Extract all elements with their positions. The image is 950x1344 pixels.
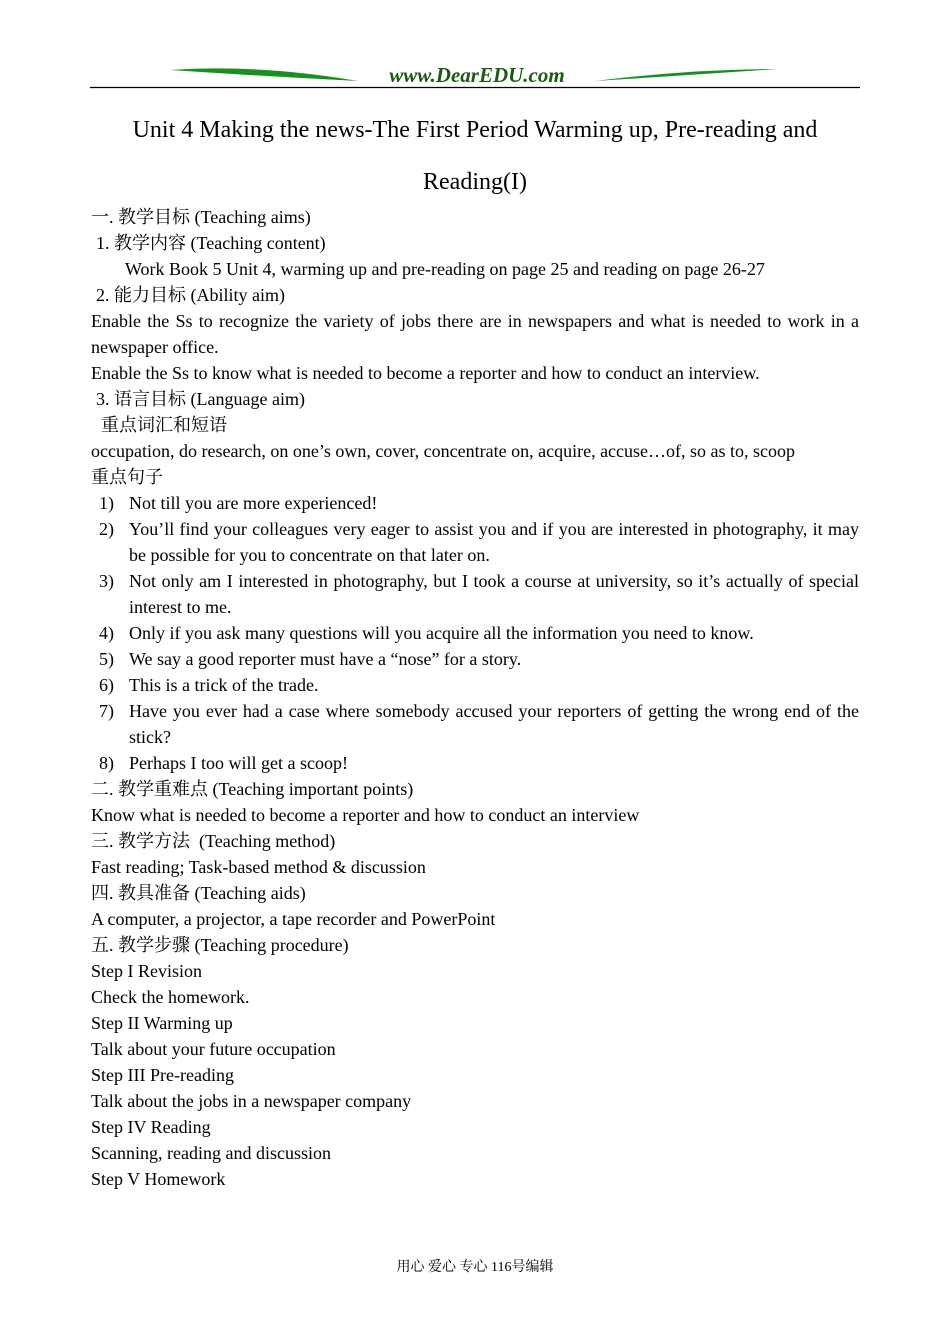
list-item <box>91 516 859 568</box>
list-item-number: 2) <box>99 519 114 539</box>
key-sentences-heading: 重点句子 <box>91 467 163 487</box>
section-1-heading: 一. 教学目标 (Teaching aims) <box>91 207 311 227</box>
left-swoosh <box>170 68 358 81</box>
ability-aim-heading: 2. 能力目标 (Ability aim) <box>96 285 285 305</box>
list-item-number: 6) <box>99 675 114 695</box>
list-item <box>91 620 859 646</box>
list-item <box>91 750 859 776</box>
list-item <box>91 490 859 516</box>
page-header <box>90 60 860 92</box>
list-item-text: Not only am I interested in photography, but I took a course at university, so it’s actually of special interest to me. <box>129 571 859 617</box>
list-item-text: We say a good reporter must have a “nose” for a story. <box>129 649 522 669</box>
ability-aim-paragraph-2: Enable the Ss to know what is needed to become a reporter and how to conduct an interview. <box>91 363 760 383</box>
site-logo-text: www.DearEDU.com <box>389 63 565 87</box>
section-4-text: A computer, a projector, a tape recorder and PowerPoint <box>91 909 496 929</box>
section-3-text: Fast reading; Task-based method & discussion <box>91 857 426 877</box>
section-5-heading: 五. 教学步骤 (Teaching procedure) <box>91 935 349 955</box>
list-item-number: 5) <box>99 649 114 669</box>
list-item-text: Perhaps I too will get a scoop! <box>129 753 348 773</box>
header-logo <box>90 60 860 92</box>
list-item <box>91 698 859 750</box>
list-item-text: Have you ever had a case where somebody accused your reporters of getting the wrong end of the stick? <box>129 701 859 747</box>
teaching-content-text: Work Book 5 Unit 4, warming up and pre-reading on page 25 and reading on page 26-27 <box>125 259 765 279</box>
section-2-heading: 二. 教学重难点 (Teaching important points) <box>91 779 414 799</box>
list-item-number: 1) <box>99 493 114 513</box>
step-5-title: Step V Homework <box>91 1169 226 1189</box>
page-footer: 用心 爱心 专心 116号编辑 <box>396 1260 554 1275</box>
list-item <box>91 568 859 620</box>
step-2-text: Talk about your future occupation <box>91 1039 336 1059</box>
section-3-heading: 三. 教学方法 (Teaching method) <box>91 831 336 851</box>
list-item <box>91 672 859 698</box>
document-body <box>91 204 859 1192</box>
step-3-text: Talk about the jobs in a newspaper company <box>91 1091 412 1111</box>
list-item-text: Only if you ask many questions will you acquire all the information you need to know. <box>129 623 754 643</box>
vocabulary-list: occupation, do research, on one’s own, cover, concentrate on, acquire, accuse…of, so as to, scoop <box>91 441 796 461</box>
step-4-text: Scanning, reading and discussion <box>91 1143 331 1163</box>
key-sentences-list <box>91 490 859 776</box>
section-2-text: Know what is needed to become a reporter and how to conduct an interview <box>91 805 640 825</box>
list-item <box>91 646 859 672</box>
teaching-content-heading: 1. 教学内容 (Teaching content) <box>96 233 326 253</box>
list-item-number: 3) <box>99 571 114 591</box>
vocabulary-heading: 重点词汇和短语 <box>101 415 227 435</box>
ability-aim-paragraph-1: Enable the Ss to recognize the variety of jobs there are in newspapers and what is needed to work in a newspaper office. <box>91 311 859 357</box>
step-4-title: Step IV Reading <box>91 1117 211 1137</box>
step-1-text: Check the homework. <box>91 987 250 1007</box>
list-item-number: 7) <box>99 701 114 721</box>
language-aim-heading: 3. 语言目标 (Language aim) <box>96 389 305 409</box>
list-item-number: 4) <box>99 623 114 643</box>
list-item-text: You’ll find your colleagues very eager to assist you and if you are interested in photography, it may be possible for you to concentrate on that later on. <box>129 519 859 565</box>
list-item-number: 8) <box>99 753 114 773</box>
list-item-text: Not till you are more experienced! <box>129 493 378 513</box>
section-4-heading: 四. 教具准备 (Teaching aids) <box>91 883 306 903</box>
right-swoosh <box>595 69 778 81</box>
step-2-title: Step II Warming up <box>91 1013 233 1033</box>
list-item-text: This is a trick of the trade. <box>129 675 319 695</box>
step-1-title: Step I Revision <box>91 961 202 981</box>
step-3-title: Step III Pre-reading <box>91 1065 234 1085</box>
page-title: Unit 4 Making the news-The First Period Warming up, Pre-reading and Reading(I) <box>132 117 818 195</box>
